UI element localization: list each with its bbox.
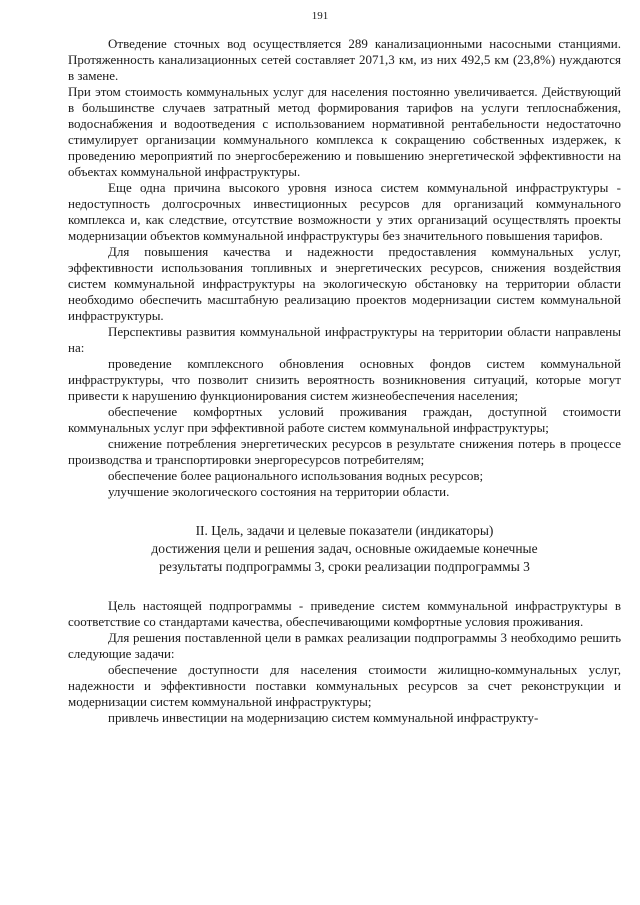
- paragraph-sewage: Отведение сточных вод осуществляется 289 канализационными насосными станциями. Протяженность канализационных сетей составляет 2071,3 км, из них 492,5 км (23,8%) нуждаются в замене.: [68, 36, 621, 83]
- page-number: 191: [311, 10, 329, 22]
- direction-item: проведение комплексного обновления основных фондов систем коммунальной инфраструктуры, что позволит снизить вероятность возникновения ситуаций, которые могут привести к нарушению функционирования систем жизнеобеспечения населения;: [68, 356, 621, 403]
- section-heading-line: II. Цель, задачи и целевые показатели (индикаторы): [195, 523, 494, 538]
- paragraph-goal: Цель настоящей подпрограммы - приведение систем коммунальной инфраструктуры в соответствие со стандартами качества, обеспечивающими комфортные условия проживания.: [68, 598, 621, 629]
- section-heading-line: результаты подпрограммы 3, сроки реализации подпрограммы 3: [159, 559, 530, 574]
- direction-item: обеспечение более рационального использования водных ресурсов;: [108, 468, 484, 483]
- direction-item: снижение потребления энергетических ресурсов в результате снижения потерь в процессе производства и транспортировки энергоресурсов потребителям;: [68, 436, 621, 467]
- paragraph-tasks-intro: Для решения поставленной цели в рамках реализации подпрограммы 3 необходимо решить следующие задачи:: [68, 630, 621, 661]
- paragraph-quality: Для повышения качества и надежности предоставления коммунальных услуг, эффективности использования топливных и энергетических ресурсов, снижения воздействия систем коммунальной инфраструктуры на экологическую обстановку на территории области необходимо обеспечить масштабную реализацию проектов модернизации систем коммунальной инфраструктуры.: [68, 244, 621, 323]
- task-item: обеспечение доступности для населения стоимости жилищно-коммунальных услуг, надежности и эффективности поставки коммунальных ресурсов за счет реконструкции и модернизации систем коммунальной инфраструктуры;: [68, 662, 621, 709]
- direction-item: обеспечение комфортных условий проживания граждан, доступной стоимости коммунальных услуг при эффективной работе систем коммунальной инфраструктуры;: [68, 404, 621, 435]
- paragraph-cost: При этом стоимость коммунальных услуг для населения постоянно увеличивается. Действующий в большинстве случаев затратный метод формирования тарифов на услуги теплоснабжения, водоснабжения и водоотведения с использованием нормативной рентабельности недостаточно стимулирует организации коммунального комплекса к сокращению собственных издержек, к проведению мероприятий по энергосбережению и повышению энергетической эффективности на объектах коммунальной инфраструктуры.: [68, 84, 621, 179]
- section-heading: [68, 522, 621, 576]
- paragraph-perspectives: Перспективы развития коммунальной инфраструктуры на территории области направлены на:: [68, 324, 621, 355]
- section-heading-line: достижения цели и решения задач, основные ожидаемые конечные: [151, 541, 538, 556]
- paragraph-wear-reason: Еще одна причина высокого уровня износа систем коммунальной инфраструктуры - недоступность долгосрочных инвестиционных ресурсов для организаций коммунального комплекса и, как следствие, отсутствие возможности у этих организаций осуществлять проекты модернизации объектов коммунальной инфраструктуры без значительного повышения тарифов.: [68, 180, 621, 243]
- task-item: привлечь инвестиции на модернизацию систем коммунальной инфраструкту-: [108, 710, 539, 725]
- direction-item: улучшение экологического состояния на территории области.: [108, 484, 450, 499]
- document-body: [68, 36, 621, 726]
